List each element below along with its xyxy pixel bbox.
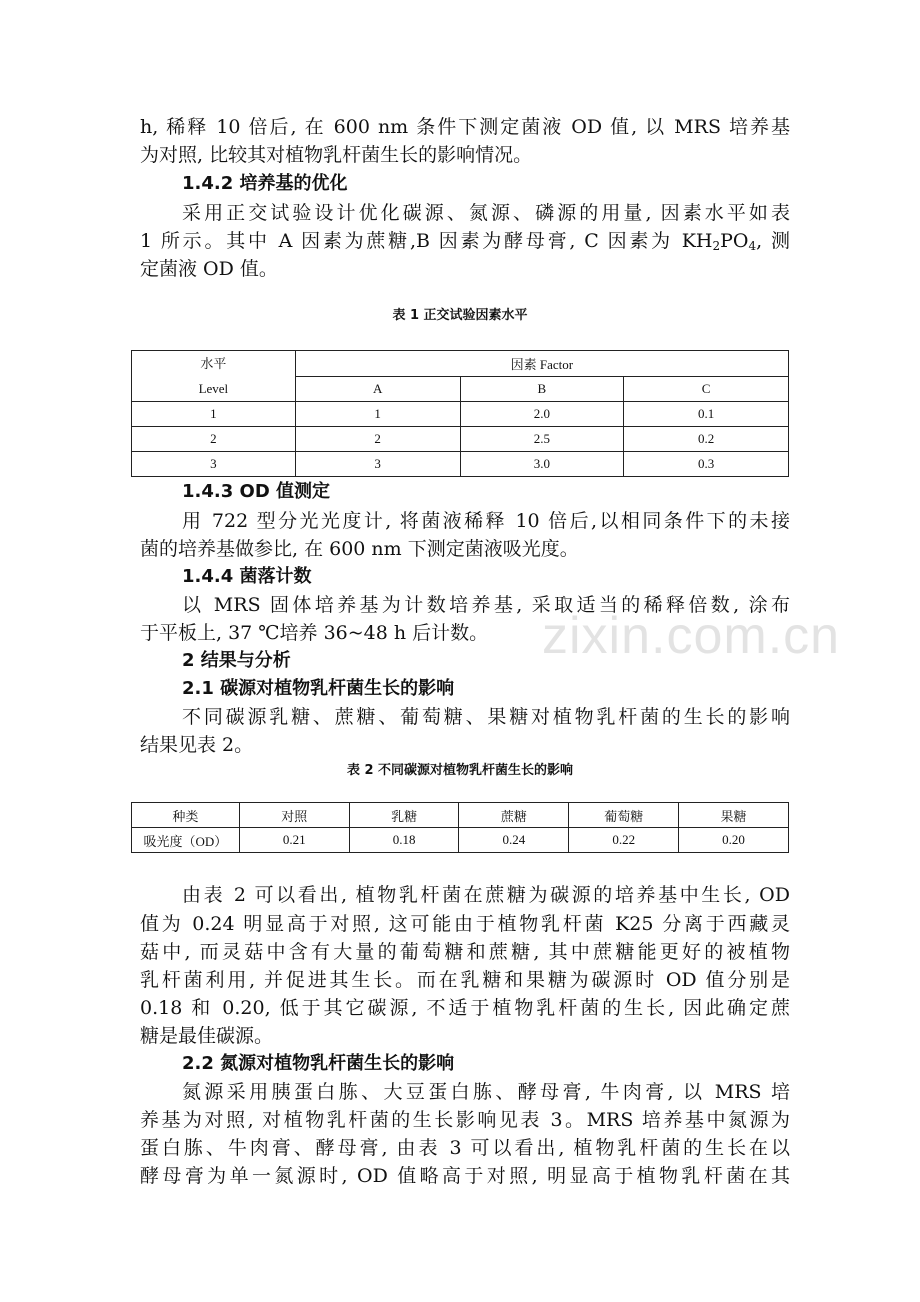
paragraph-line: 结果见表 2。 (140, 734, 254, 756)
paragraph-line: 0.18 和 0.20, 低于其它碳源, 不适于植物乳杆菌的生长, 因此确定蔗 (140, 997, 790, 1019)
section-heading-1-4-2: 1.4.2 培养基的优化 (182, 173, 348, 194)
paragraph-line: h, 稀释 10 倍后, 在 600 nm 条件下测定菌液 OD 值, 以 MRS 培养基 (140, 116, 790, 138)
section-heading-2: 2 结果与分析 (182, 650, 291, 671)
table-cell: 0.21 (239, 828, 349, 853)
table2 (131, 802, 789, 853)
table-cell: 2.0 (460, 402, 624, 427)
paragraph-text: , 测 (756, 230, 790, 252)
paragraph-line: 为对照, 比较其对植物乳杆菌生长的影响情况。 (140, 144, 533, 166)
table-cell: 2.5 (460, 427, 624, 452)
table-header-cell: 对照 (239, 803, 349, 828)
paragraph-line: 用 722 型分光光度计, 将菌液稀释 10 倍后,以相同条件下的未接 (182, 510, 790, 532)
table1-level-header (132, 351, 296, 402)
table-header-cell: 蔗糖 (459, 803, 569, 828)
table-row (132, 452, 789, 477)
table1-level-cn: 水平 (200, 356, 227, 371)
table1-level-en: Level (198, 381, 229, 396)
section-heading-1-4-3: 1.4.3 OD 值测定 (182, 481, 331, 502)
table-cell: 3 (295, 452, 460, 477)
table-cell: 3 (132, 452, 296, 477)
section-heading-1-4-4: 1.4.4 菌落计数 (182, 566, 312, 587)
table-cell: 0.1 (624, 402, 789, 427)
table1-col-header: B (460, 376, 624, 402)
table-cell: 吸光度（OD） (132, 828, 240, 853)
table1-caption: 表 1 正交试验因素水平 (392, 308, 528, 323)
paragraph-line: 值为 0.24 明显高于对照, 这可能由于植物乳杆菌 K25 分离于西藏灵 (140, 913, 790, 935)
table1-col-header: C (624, 376, 789, 402)
table-cell: 0.24 (459, 828, 569, 853)
table-cell: 0.18 (349, 828, 459, 853)
table-cell: 0.20 (679, 828, 789, 853)
table-cell: 3.0 (460, 452, 624, 477)
table-row (132, 828, 789, 853)
table-header-cell: 乳糖 (349, 803, 459, 828)
paragraph-line: 于平板上, 37 ℃培养 36~48 h 后计数。 (140, 622, 489, 644)
subscript: 4 (748, 239, 757, 253)
table1-factor-header: 因素 Factor (295, 351, 788, 377)
table-header-cell: 果糖 (679, 803, 789, 828)
paragraph-line: 养基为对照, 对植物乳杆菌的生长影响见表 3。MRS 培养基中氮源为 (140, 1109, 790, 1131)
paragraph-line: 糖是最佳碳源。 (140, 1025, 274, 1047)
paragraph-line: 采用正交试验设计优化碳源、氮源、磷源的用量, 因素水平如表 (182, 202, 790, 224)
paragraph-text: PO (720, 230, 749, 252)
subscript: 2 (712, 239, 721, 253)
paragraph-line: 菌的培养基做参比, 在 600 nm 下测定菌液吸光度。 (140, 538, 579, 560)
table-cell: 0.22 (569, 828, 679, 853)
table-cell: 2 (295, 427, 460, 452)
paragraph-line: 由表 2 可以看出, 植物乳杆菌在蔗糖为碳源的培养基中生长, OD (182, 884, 790, 906)
paragraph-line: 蛋白胨、牛肉膏、酵母膏, 由表 3 可以看出, 植物乳杆菌的生长在以 (140, 1137, 790, 1159)
paragraph-line: 氮源采用胰蛋白胨、大豆蛋白胨、酵母膏, 牛肉膏, 以 MRS 培 (182, 1081, 790, 1103)
paragraph-line: 乳杆菌利用, 并促进其生长。而在乳糖和果糖为碳源时 OD 值分别是 (140, 969, 790, 991)
paragraph-line (140, 227, 790, 255)
table-row (132, 803, 789, 828)
paragraph-text: 1 所示。其中 A 因素为蔗糖,B 因素为酵母膏, C 因素为 KH (140, 230, 713, 252)
paragraph-line: 酵母膏为单一氮源时, OD 值略高于对照, 明显高于植物乳杆菌在其 (140, 1165, 790, 1187)
section-heading-2-1: 2.1 碳源对植物乳杆菌生长的影响 (182, 678, 455, 699)
watermark: zixin.com.cn (542, 607, 841, 665)
section-heading-2-2: 2.2 氮源对植物乳杆菌生长的影响 (182, 1053, 455, 1074)
table-cell: 2 (132, 427, 296, 452)
paragraph-line: 以 MRS 固体培养基为计数培养基, 采取适当的稀释倍数, 涂布 (182, 594, 790, 616)
table1-col-header: A (295, 376, 460, 402)
table2-caption: 表 2 不同碳源对植物乳杆菌生长的影响 (346, 763, 574, 778)
paragraph-line: 定菌液 OD 值。 (140, 258, 278, 280)
table-cell: 0.3 (624, 452, 789, 477)
table-header-cell: 种类 (132, 803, 240, 828)
table1 (131, 350, 789, 477)
paragraph-line: 菇中, 而灵菇中含有大量的葡萄糖和蔗糖, 其中蔗糖能更好的被植物 (140, 941, 790, 963)
table-row (132, 427, 789, 452)
table-header-cell: 葡萄糖 (569, 803, 679, 828)
table-row (132, 402, 789, 427)
table-cell: 0.2 (624, 427, 789, 452)
table-cell: 1 (295, 402, 460, 427)
paragraph-line: 不同碳源乳糖、蔗糖、葡萄糖、果糖对植物乳杆菌的生长的影响 (182, 706, 790, 728)
table-cell: 1 (132, 402, 296, 427)
